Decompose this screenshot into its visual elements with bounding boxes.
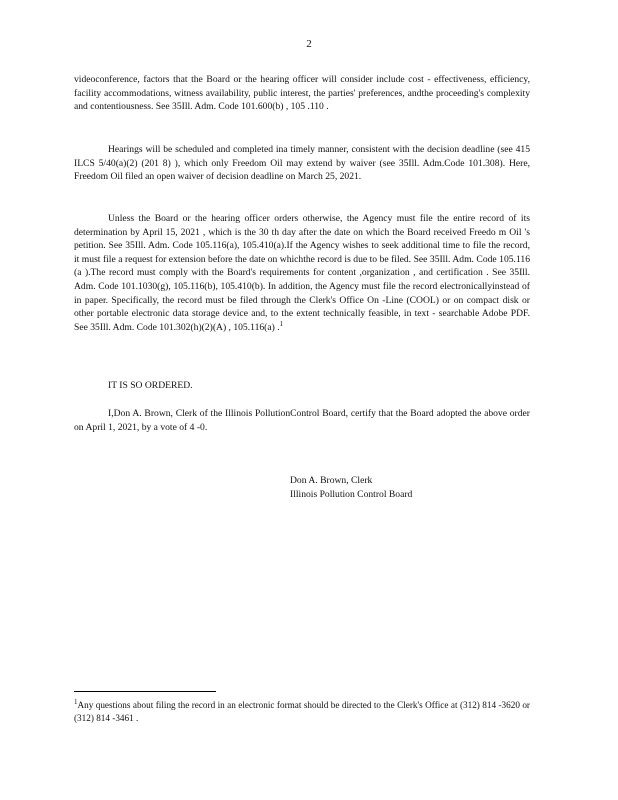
order-statement: IT IS SO ORDERED. [108,380,193,391]
paragraph-hearing-schedule: Hearings will be scheduled and completed ina timely manner, consistent with the decision deadline (see 415 ILCS 5/40(a)(2) (201 8) ), which only Freedom Oil may extend by waiver (see 35Ill. Adm.Code 101.308). Here, Freedom Oil filed an open waiver of decision deadline on March 25, 2021. [74,144,530,183]
footnote [74,699,530,725]
footnote-marker: 1 [74,697,78,706]
paragraph-hearing-factors: videoconference, factors that the Board or the hearing officer will consider include cost - effectiveness, efficiency, facility accommodations, witness availability, public interest, the parties' preferences, andthe proceeding's complexity and contentiousness. See 35Ill. Adm. Code 101.600(b) , 105 .110 . [74,74,530,113]
footnote-divider [74,691,216,692]
signature-name: Don A. Brown, Clerk [290,475,373,486]
paragraph-record-filing [74,212,530,334]
clerk-certification: I,Don A. Brown, Clerk of the Illinois PollutionControl Board, certify that the Board adopted the above order on April 1, 2021, by a vote of 4 -0. [74,408,530,433]
page-number: 2 [306,38,312,50]
footnote-text: Any questions about filing the record in an electronic format should be directed to the Clerk's Office at (312) 814 -3620 or (312) 814 -3461 . [74,700,530,723]
footnote-reference: 1 [279,319,284,328]
record-filing-text: Unless the Board or the hearing officer orders otherwise, the Agency must file the entire record of its determination by April 15, 2021 , which is the 30 th day after the date on which the Board received Freedo m Oil 's petition. See 35Ill. Adm. Code 105.116(a), 105.410(a).If the Agency wishes to seek additional time to file the record, it must file a request for extension before the date on whichthe record is due to be filed. See 35Ill. Adm. Code 105.116 (a ).The record must comply with the Board's requirements for content ,organization , and certification . See 35Ill. Adm. Code 101.1030(g), 105.116(b), 105.410(b). In addition, the Agency must file the record electronicallyinstead of in paper. Specifically, the record must be filed through the Clerk's Office On -Line (COOL) or on compact disk or other portable electronic data storage device and, to the extent technically feasible, in text - searchable Adobe PDF. See 35Ill. Adm. Code 101.302(h)(2)(A) , 105.116(a) . [74,213,530,333]
signature-organization: Illinois Pollution Control Board [290,488,413,500]
signature-block [290,474,412,501]
